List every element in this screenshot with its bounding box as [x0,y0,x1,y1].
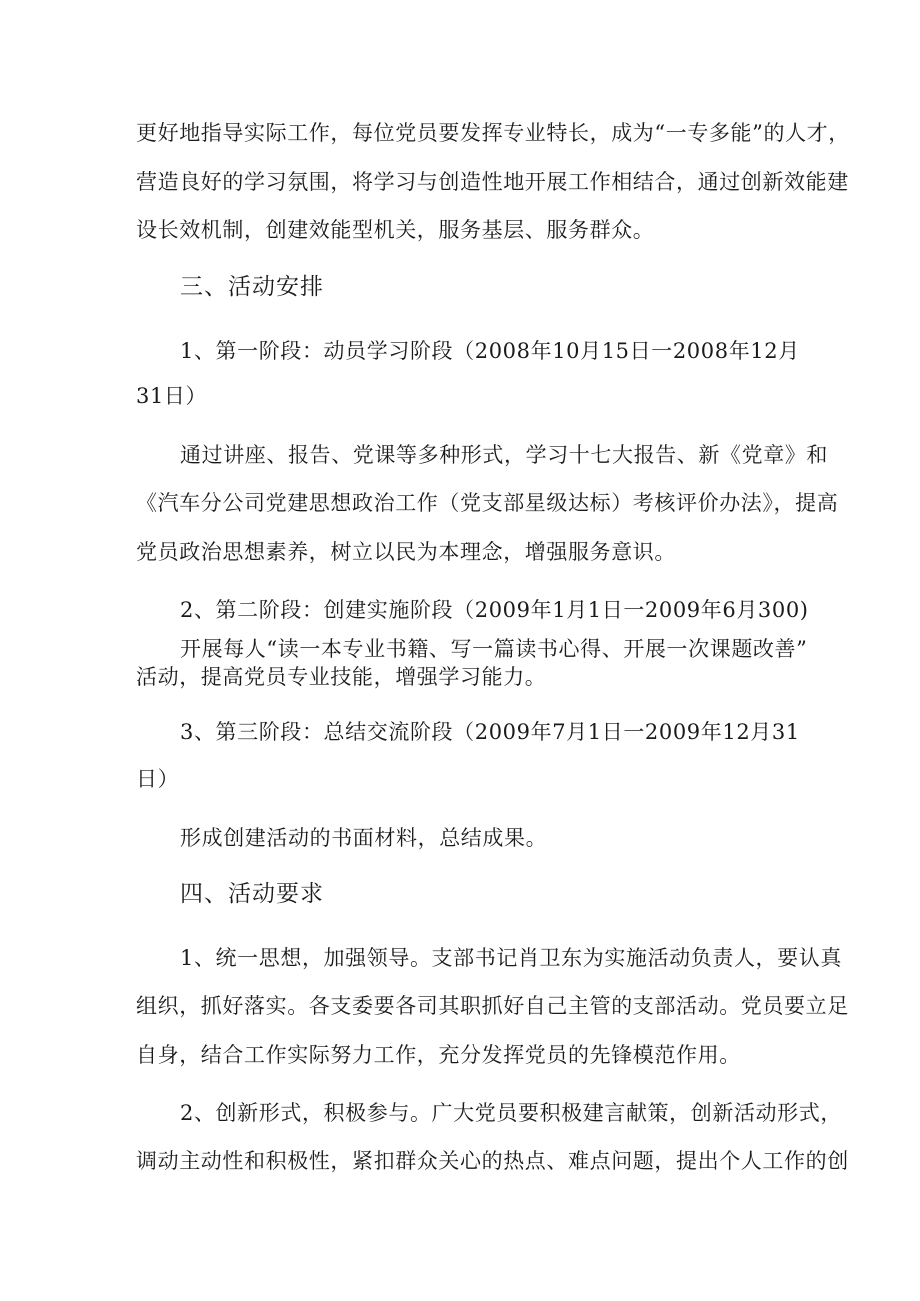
paragraph-line: 通过讲座、报告、党课等多种形式，学习十七大报告、新《党章》和 [180,443,828,467]
paragraph-line: 活动，提高党员专业技能，增强学习能力。 [136,665,547,689]
paragraph-line: 组织，抓好落实。各支委要各司其职抓好自己主管的支部活动。党员要立足 [136,994,849,1018]
paragraph-line: 2、第二阶段：创建实施阶段（2009年1月1日一2009年6月300) [180,598,809,622]
paragraph-line: 党员政治思想素养，树立以民为本理念，增强服务意识。 [136,540,676,564]
paragraph-line: 设长效机制，创建效能型机关，服务基层、服务群众。 [136,218,655,242]
paragraph-line: 31日） [136,384,208,408]
paragraph-line: 2、创新形式，积极参与。广大党员要积极建言献策，创新活动形式， [180,1101,842,1125]
paragraph-line: 3、第三阶段：总结交流阶段（2009年7月1日一2009年12月31 [180,720,800,744]
paragraph-line: 日） [136,767,180,791]
paragraph-line: 调动主动性和积极性，紧扣群众关心的热点、难点问题，提出个人工作的创 [136,1149,849,1173]
paragraph-line: 1、第一阶段：动员学习阶段（2008年10月15日一2008年12月 [180,339,800,363]
paragraph-line: 营造良好的学习氛围，将学习与创造性地开展工作相结合，通过创新效能建 [136,170,849,194]
paragraph-line: 更好地指导实际工作，每位党员要发挥专业特长，成为“一专多能”的人才， [136,121,850,145]
paragraph-line: 形成创建活动的书面材料，总结成果。 [180,826,548,850]
paragraph-line: 开展每人“读一本专业书籍、写一篇读书心得、开展一次课题改善” [180,637,808,661]
paragraph-line: 1、统一思想，加强领导。支部书记肖卫东为实施活动负责人，要认真 [180,946,842,970]
section-heading-arrangement: 三、活动安排 [180,274,324,300]
paragraph-line: 自身，结合工作实际努力工作，充分发挥党员的先锋模范作用。 [136,1043,741,1067]
paragraph-line: 《汽车分公司党建思想政治工作（党支部星级达标）考核评价办法》，提高 [136,491,839,515]
section-heading-requirements: 四、活动要求 [180,881,324,907]
